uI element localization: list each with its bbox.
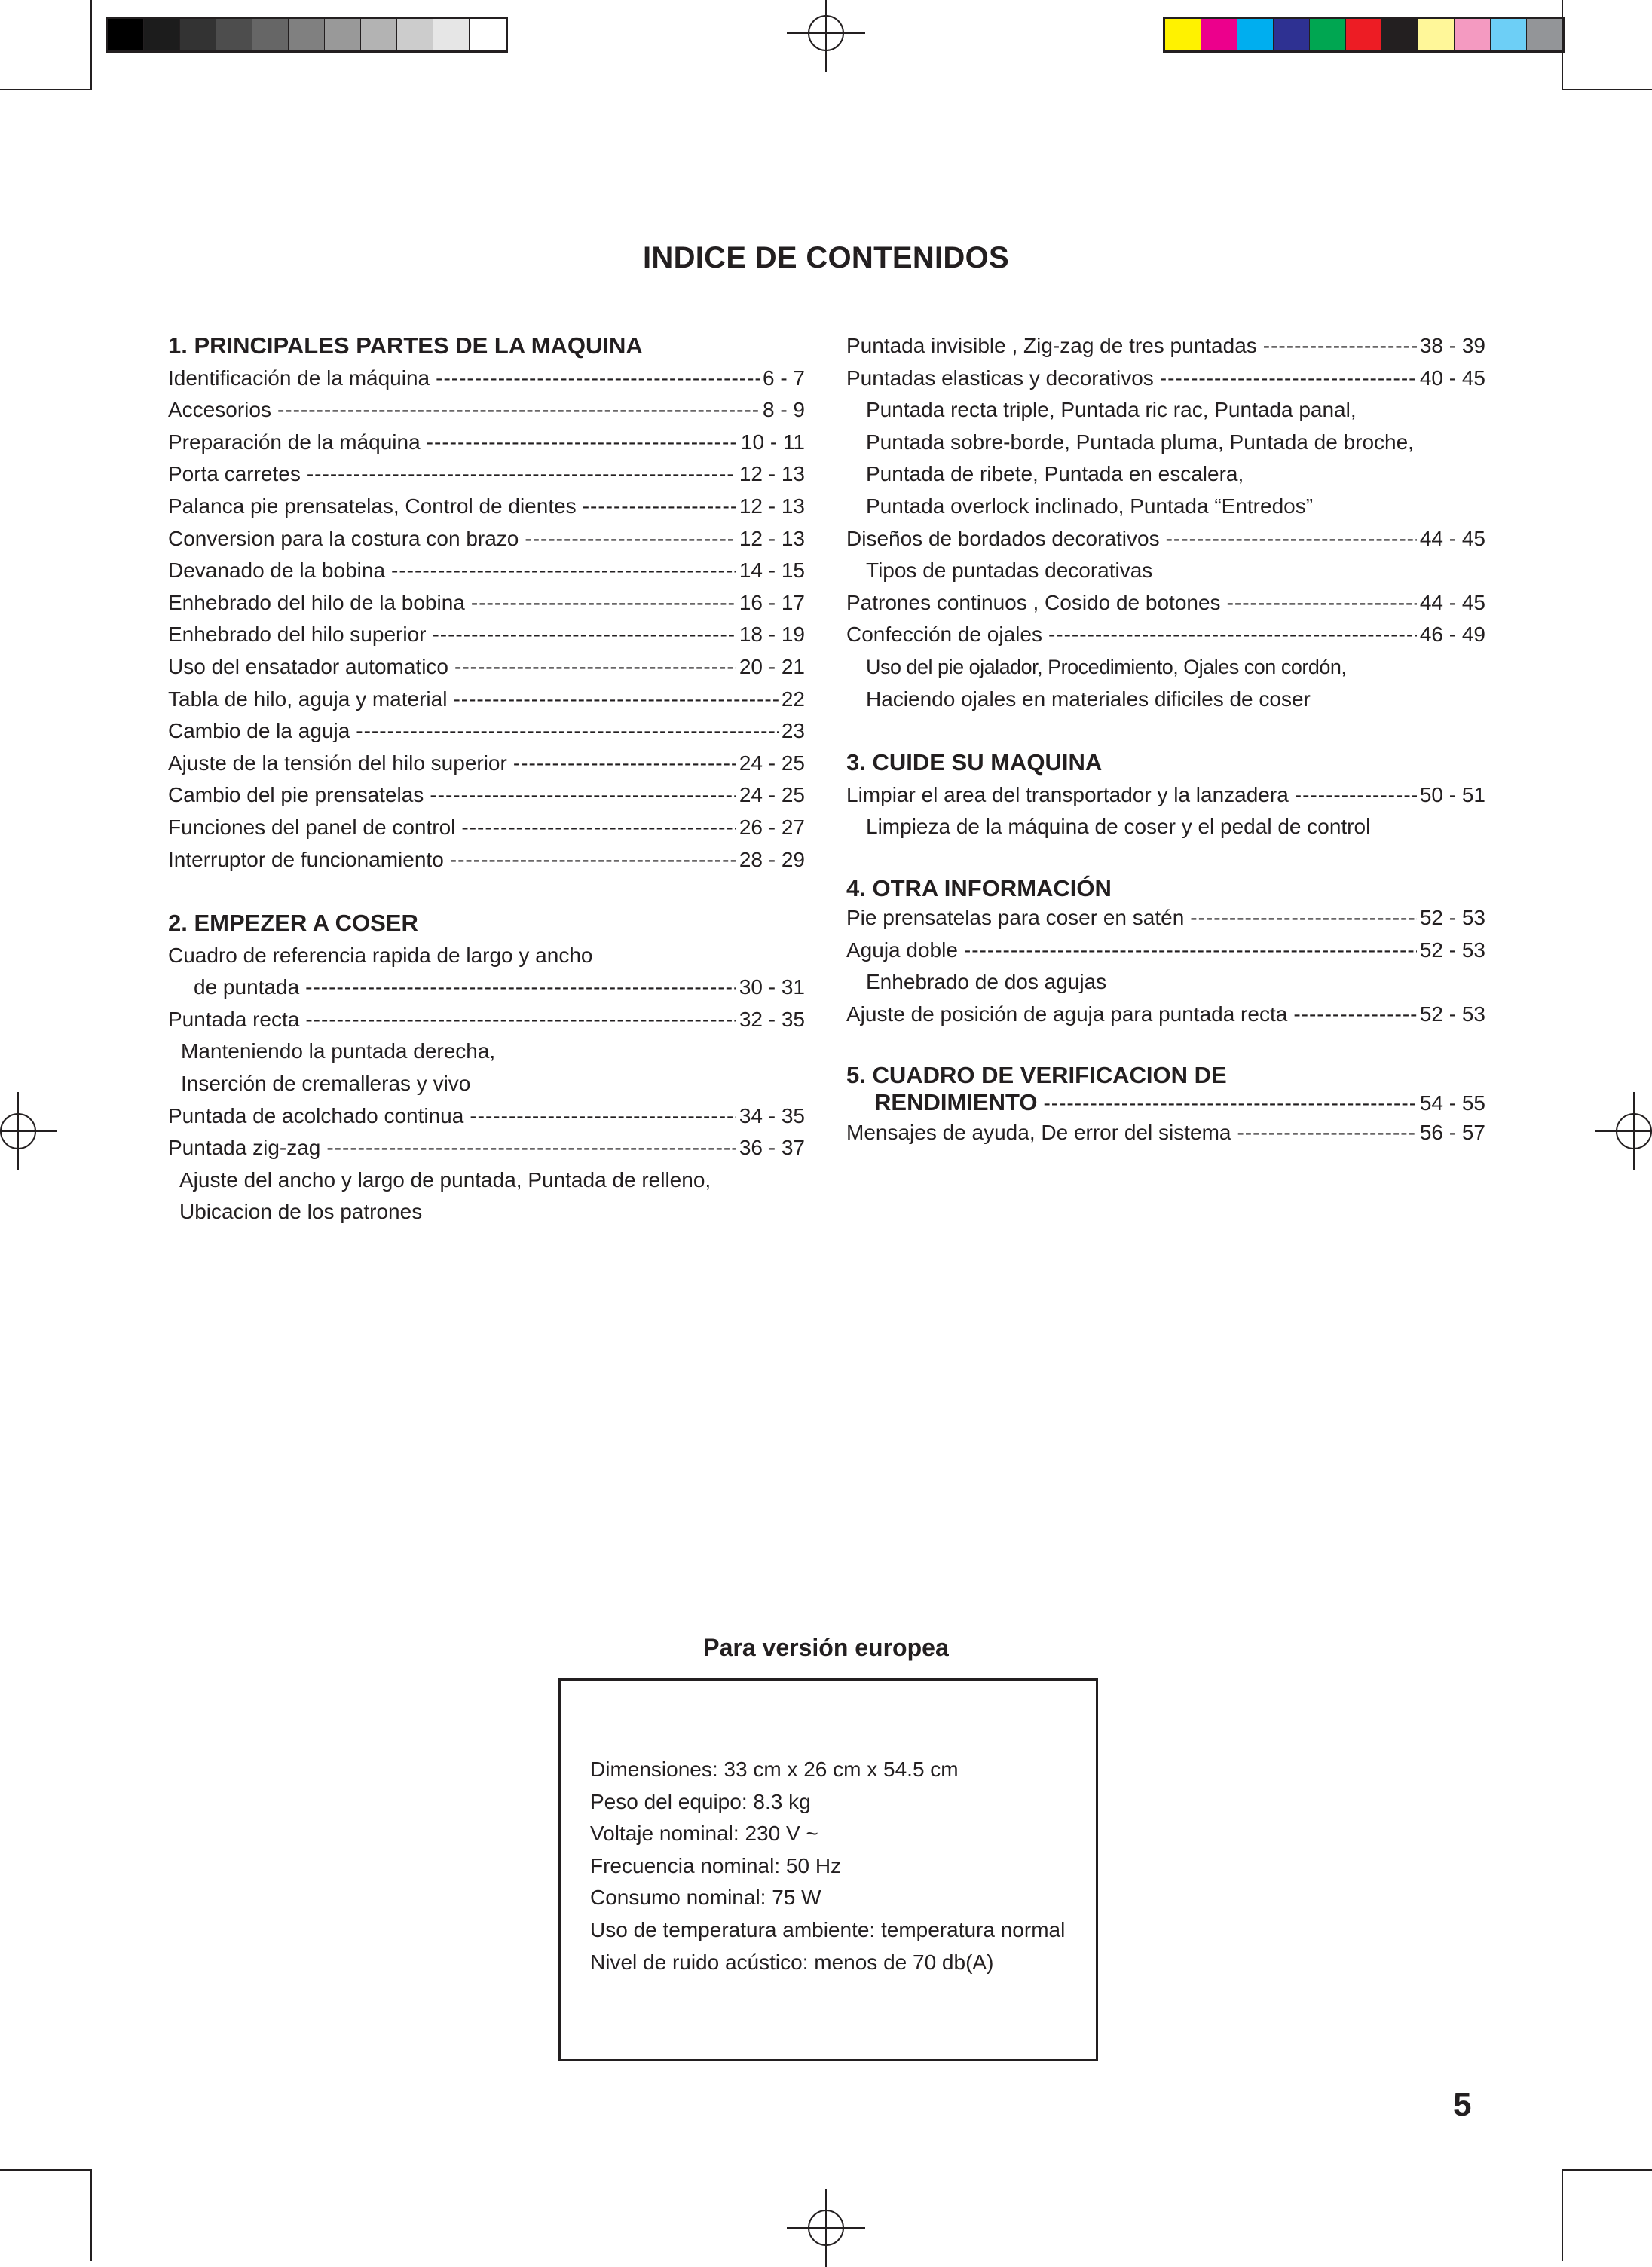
toc-subentry: Ubicacion de los patrones [179, 1200, 423, 1224]
toc-entry-pages: 52 - 53 [1419, 938, 1485, 962]
toc-entry-text: Enhebrado del hilo de la bobina [168, 590, 465, 614]
grayscale-calibration-bar [106, 17, 508, 53]
toc-entry [168, 779, 805, 812]
toc-entry [846, 330, 1485, 363]
dot-leader [454, 651, 736, 684]
toc-entry [168, 523, 805, 555]
color-swatch [289, 19, 325, 50]
toc-entry-pages: 36 - 37 [739, 1136, 805, 1160]
toc-subentry: Puntada recta triple, Puntada ric rac, Puntada panal, [866, 398, 1357, 422]
dot-leader [525, 523, 736, 555]
dot-leader [1190, 902, 1417, 935]
toc-subentry: Puntada sobre-borde, Puntada pluma, Puntada de broche, [866, 430, 1414, 454]
dot-leader [1295, 779, 1417, 812]
color-swatch [1491, 19, 1527, 50]
toc-entry-pages: 52 - 53 [1419, 905, 1485, 929]
toc-entry [846, 935, 1485, 967]
toc-entry-pages: 26 - 27 [739, 815, 805, 839]
toc-entry [168, 491, 805, 523]
toc-entry-pages: 50 - 51 [1419, 782, 1485, 806]
toc-entry-text: Funciones del panel de control [168, 815, 456, 839]
toc-entry-pages: 16 - 17 [739, 590, 805, 614]
toc-subentry: Puntada de ribete, Puntada en escalera, [866, 462, 1244, 486]
toc-entry: Cuadro de referencia rapida de largo y ancho [168, 943, 593, 967]
crop-mark [1562, 2169, 1652, 2171]
dot-leader [1263, 330, 1417, 363]
dot-leader [436, 363, 760, 395]
dot-leader [583, 491, 736, 523]
toc-entry [168, 1100, 805, 1133]
toc-entry-text: Puntada de acolchado continua [168, 1103, 464, 1127]
toc-entry [168, 748, 805, 780]
toc-entry-text: Mensajes de ayuda, De error del sistema [846, 1121, 1231, 1145]
color-swatch [470, 19, 506, 50]
toc-entry-text: Diseños de bordados decorativos [846, 526, 1160, 550]
color-swatch [1201, 19, 1237, 50]
toc-entry [168, 458, 805, 491]
color-swatch [325, 19, 361, 50]
dot-leader [453, 684, 778, 716]
section-heading: 3. CUIDE SU MAQUINA [846, 749, 1103, 776]
section-1-entries [168, 363, 805, 877]
toc-entry-pages: 24 - 25 [739, 751, 805, 775]
toc-entry [846, 902, 1485, 935]
toc-entry [168, 715, 805, 748]
toc-subentry: Ajuste del ancho y largo de puntada, Puntada de relleno, [179, 1167, 711, 1192]
section-heading: 4. OTRA INFORMACIÓN [846, 874, 1112, 901]
registration-mark-top [808, 15, 844, 51]
toc-entry-pages: 23 [781, 719, 805, 743]
color-swatch [433, 19, 470, 50]
color-swatch [144, 19, 180, 50]
dot-leader [277, 394, 760, 427]
toc-entry-pages: 10 - 11 [740, 430, 805, 454]
toc-entry-pages: 32 - 35 [739, 1007, 805, 1031]
dot-leader [305, 1004, 736, 1036]
toc-entry [168, 555, 805, 587]
crop-mark [1562, 89, 1652, 90]
toc-subentry: Manteniendo la puntada derecha, [181, 1039, 496, 1063]
spec-line: Peso del equipo: 8.3 kg [590, 1789, 811, 1813]
color-swatch [1310, 19, 1346, 50]
dot-leader [964, 935, 1417, 967]
toc-subentry: Uso del pie ojalador, Procedimiento, Ojales con cordón, [866, 655, 1347, 678]
dot-leader [305, 971, 736, 1004]
toc-entry-text: Palanca pie prensatelas, Control de dientes [168, 494, 577, 518]
toc-subentry: Enhebrado de dos agujas [866, 970, 1107, 994]
color-swatch [397, 19, 433, 50]
toc-entry-text: Cambio de la aguja [168, 719, 350, 743]
toc-entry-pages: 30 - 31 [739, 975, 805, 999]
color-swatch [252, 19, 289, 50]
toc-entry-pages: 8 - 9 [762, 398, 805, 422]
toc-entry [168, 651, 805, 684]
toc-entry [168, 363, 805, 395]
toc-entry-text: Accesorios [168, 398, 271, 422]
spec-line: Nivel de ruido acústico: menos de 70 db(A) [590, 1950, 994, 1974]
toc-entry [846, 619, 1485, 651]
dot-leader [1293, 999, 1417, 1031]
section-heading: 5. CUADRO DE VERIFICACION DE [846, 1062, 1227, 1089]
toc-entry [168, 587, 805, 620]
toc-entry-pages: 20 - 21 [739, 654, 805, 678]
dot-leader [470, 1100, 736, 1133]
toc-entry [168, 619, 805, 651]
spec-line: Dimensiones: 33 cm x 26 cm x 54.5 cm [590, 1758, 959, 1781]
toc-left-column [168, 330, 805, 1228]
toc-entry-pages: 44 - 45 [1419, 526, 1485, 550]
spec-line: Frecuencia nominal: 50 Hz [590, 1853, 842, 1877]
toc-entry [846, 999, 1485, 1031]
section-heading: 1. PRINCIPALES PARTES DE LA MAQUINA [168, 332, 643, 359]
toc-entry [846, 587, 1485, 620]
toc-entry-text: Aguja doble [846, 938, 958, 962]
toc-entry [168, 684, 805, 716]
toc-entry-pages: 12 - 13 [739, 494, 805, 518]
toc-subentry: Inserción de cremalleras y vivo [181, 1072, 471, 1096]
toc-right-column [846, 330, 1485, 1149]
toc-entry-text: Interruptor de funcionamiento [168, 847, 444, 871]
toc-entry [168, 812, 805, 844]
dot-leader [461, 812, 736, 844]
color-swatch [108, 19, 144, 50]
specs-list [590, 1754, 1065, 1978]
toc-entry [168, 1004, 805, 1036]
toc-entry-text: Devanado de la bobina [168, 558, 386, 583]
registration-mark-bottom [808, 2210, 844, 2246]
page-title: INDICE DE CONTENIDOS [642, 241, 1010, 274]
toc-entry-pages: 12 - 13 [739, 526, 805, 550]
toc-entry-text: Pie prensatelas para coser en satén [846, 905, 1185, 929]
toc-entry-text: Puntadas elasticas y decorativos [846, 366, 1154, 390]
crop-mark [1562, 0, 1563, 90]
specs-box [558, 1678, 1098, 2061]
toc-entry [846, 1117, 1485, 1149]
dot-leader [1237, 1117, 1416, 1149]
toc-entry [168, 427, 805, 459]
toc-subentry: Limpieza de la máquina de coser y el pedal de control [866, 815, 1371, 839]
color-swatch [1382, 19, 1418, 50]
toc-entry-pages: 34 - 35 [739, 1103, 805, 1127]
spec-line: Consumo nominal: 75 W [590, 1886, 821, 1910]
toc-entry [846, 779, 1485, 812]
toc-entry-pages: 22 [781, 687, 805, 711]
toc-entry [846, 1089, 1485, 1117]
toc-entry [846, 523, 1485, 555]
dot-leader [432, 619, 736, 651]
toc-entry-text: Identificación de la máquina [168, 366, 430, 390]
crop-mark [90, 2169, 92, 2261]
toc-subentry: Puntada overlock inclinado, Puntada “Entredos” [866, 494, 1314, 518]
dot-leader [513, 748, 736, 780]
toc-entry-text: Uso del ensatador automatico [168, 654, 448, 678]
crop-mark [0, 89, 90, 90]
toc-entry-pages: 6 - 7 [762, 366, 805, 390]
toc-entry-pages: 38 - 39 [1419, 334, 1485, 357]
toc-entry-pages: 28 - 29 [739, 847, 805, 871]
color-swatch [1165, 19, 1201, 50]
spec-line: Uso de temperatura ambiente: temperatura normal [590, 1917, 1066, 1941]
toc-entry [846, 363, 1485, 395]
toc-entry-text: Cambio del pie prensatelas [168, 783, 424, 807]
color-swatch [1418, 19, 1455, 50]
dot-leader [1043, 1090, 1416, 1117]
toc-entry-text: Tabla de hilo, aguja y material [168, 687, 448, 711]
toc-entry-pages: 12 - 13 [739, 462, 805, 486]
toc-entry-pages: 14 - 15 [739, 558, 805, 583]
color-calibration-bar [1163, 17, 1565, 53]
section-heading: 2. EMPEZER A COSER [168, 910, 418, 937]
toc-entry-pages: 46 - 49 [1419, 623, 1485, 647]
crop-mark [0, 2169, 90, 2171]
color-swatch [1274, 19, 1310, 50]
toc-entry-pages: 54 - 55 [1419, 1091, 1485, 1115]
toc-entry-text: Puntada invisible , Zig-zag de tres puntadas [846, 334, 1257, 357]
dot-leader [427, 427, 738, 459]
toc-entry [168, 394, 805, 427]
dot-leader [1048, 619, 1417, 651]
toc-entry-text: Puntada recta [168, 1007, 300, 1031]
color-swatch [1237, 19, 1274, 50]
dot-leader [430, 779, 736, 812]
toc-entry-pages: 44 - 45 [1419, 590, 1485, 614]
toc-entry-text: Puntada zig-zag [168, 1136, 321, 1160]
spec-line: Voltaje nominal: 230 V ~ [590, 1822, 818, 1846]
toc-entry [168, 844, 805, 877]
toc-entry-pages: 52 - 53 [1419, 1002, 1485, 1026]
toc-entry-text: Confección de ojales [846, 623, 1042, 647]
toc-entry-pages: 18 - 19 [739, 623, 805, 647]
dot-leader [1160, 363, 1417, 395]
toc-entry-text: Ajuste de posición de aguja para puntada recta [846, 1002, 1288, 1026]
specs-title: Para versión europea [703, 1634, 949, 1661]
crop-mark [1562, 2169, 1563, 2261]
toc-entry [168, 1132, 805, 1164]
crop-mark [90, 0, 92, 90]
color-swatch [216, 19, 252, 50]
dot-leader [307, 458, 736, 491]
color-swatch [1455, 19, 1491, 50]
toc-entry-text: Ajuste de la tensión del hilo superior [168, 751, 507, 775]
toc-entry-pages: 56 - 57 [1419, 1121, 1485, 1145]
dot-leader [1166, 523, 1417, 555]
toc-subentry: Haciendo ojales en materiales dificiles de coser [866, 687, 1311, 711]
toc-entry-text: Conversion para la costura con brazo [168, 526, 519, 550]
dot-leader [326, 1132, 736, 1164]
dot-leader [391, 555, 736, 587]
toc-entry-text: Limpiar el area del transportador y la lanzadera [846, 782, 1289, 806]
toc-entry-text: Porta carretes [168, 462, 301, 486]
toc-entry-pages: 40 - 45 [1419, 366, 1485, 390]
toc-entry [168, 971, 805, 1004]
dot-leader [450, 844, 736, 877]
color-swatch [1527, 19, 1563, 50]
toc-entry-text: Preparación de la máquina [168, 430, 421, 454]
color-swatch [1346, 19, 1382, 50]
toc-subentry: Tipos de puntadas decorativas [866, 558, 1153, 583]
registration-mark-right [1616, 1113, 1652, 1149]
toc-entry-text: Enhebrado del hilo superior [168, 623, 427, 647]
dot-leader [1227, 587, 1417, 620]
toc-entry-text: de puntada [194, 975, 300, 999]
registration-mark-left [0, 1113, 36, 1149]
page-number: 5 [1453, 2086, 1472, 2123]
color-swatch [180, 19, 216, 50]
dot-leader [356, 715, 779, 748]
toc-entry-pages: 24 - 25 [739, 783, 805, 807]
toc-entry-text: RENDIMIENTO [874, 1089, 1038, 1116]
dot-leader [471, 587, 736, 620]
toc-entry-text: Patrones continuos , Cosido de botones [846, 590, 1221, 614]
color-swatch [361, 19, 397, 50]
